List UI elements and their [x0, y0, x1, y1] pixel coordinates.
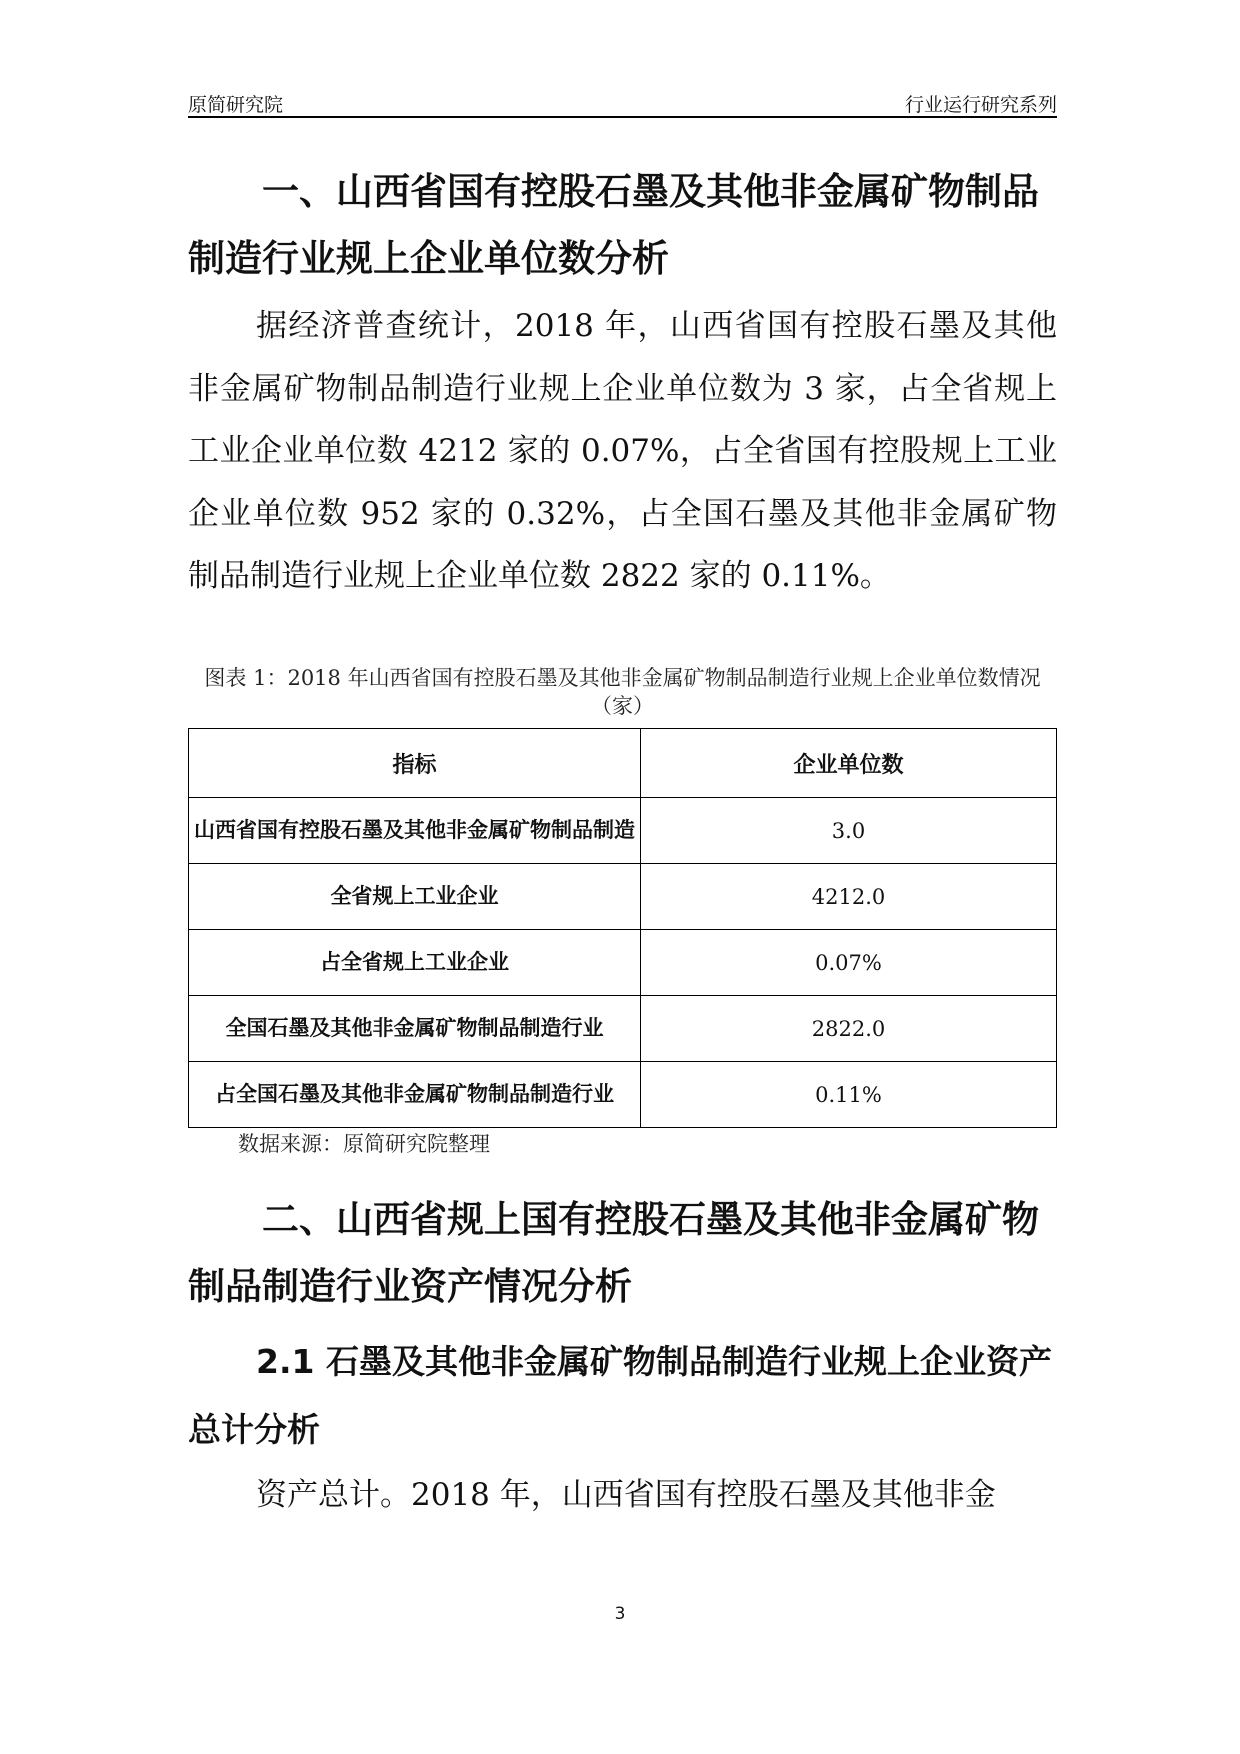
table-cell-label: 占全省规上工业企业 — [189, 930, 641, 996]
table-row — [189, 996, 1057, 1062]
table-row — [189, 1062, 1057, 1128]
table1-source: 数据来源：原简研究院整理 — [238, 1132, 490, 1156]
table1 — [188, 728, 1057, 1128]
table1-caption: 图表 1：2018 年山西省国有控股石墨及其他非金属矿物制品制造行业规上企业单位数情况（家） — [204, 666, 1041, 718]
table-header-count: 企业单位数 — [641, 729, 1057, 798]
subsection-paragraph: 资产总计。2018 年，山西省国有控股石墨及其他非金 — [256, 1477, 996, 1513]
table-cell-value: 2822.0 — [641, 996, 1057, 1062]
table-cell-value: 3.0 — [641, 798, 1057, 864]
table-cell-label: 全省规上工业企业 — [189, 864, 641, 930]
table-header-row — [189, 729, 1057, 798]
page-number: 3 — [614, 1604, 626, 1624]
page-header — [188, 84, 1057, 118]
table-cell-label: 山西省国有控股石墨及其他非金属矿物制品制造 — [189, 798, 641, 864]
table-row — [189, 930, 1057, 996]
section1-paragraph: 据经济普查统计，2018 年，山西省国有控股石墨及其他非金属矿物制品制造行业规上企业单位数为 3 家，占全省规上工业企业单位数 4212 家的 0.07%，占全省国有控股规上工业企业单位数 952 家的 0.32%，占全国石墨及其他非金属矿物制品制造行业规上企业单位数 2822 家的 0.11%。 — [188, 308, 1057, 594]
table-cell-label: 占全国石墨及其他非金属矿物制品制造行业 — [189, 1062, 641, 1128]
table-cell-label: 全国石墨及其他非金属矿物制品制造行业 — [189, 996, 641, 1062]
section1-heading: 一、山西省国有控股石墨及其他非金属矿物制品制造行业规上企业单位数分析 — [188, 170, 1039, 280]
table-cell-value: 4212.0 — [641, 864, 1057, 930]
table-row — [189, 864, 1057, 930]
header-organization: 原简研究院 — [188, 94, 284, 116]
table-cell-value: 0.07% — [641, 930, 1057, 996]
table-row — [189, 798, 1057, 864]
section2-heading: 二、山西省规上国有控股石墨及其他非金属矿物制品制造行业资产情况分析 — [188, 1198, 1039, 1308]
table-cell-value: 0.11% — [641, 1062, 1057, 1128]
header-series: 行业运行研究系列 — [904, 94, 1057, 116]
table-header-indicator: 指标 — [189, 729, 641, 798]
subsection-heading: 2.1 石墨及其他非金属矿物制品制造行业规上企业资产总计分析 — [188, 1342, 1052, 1449]
